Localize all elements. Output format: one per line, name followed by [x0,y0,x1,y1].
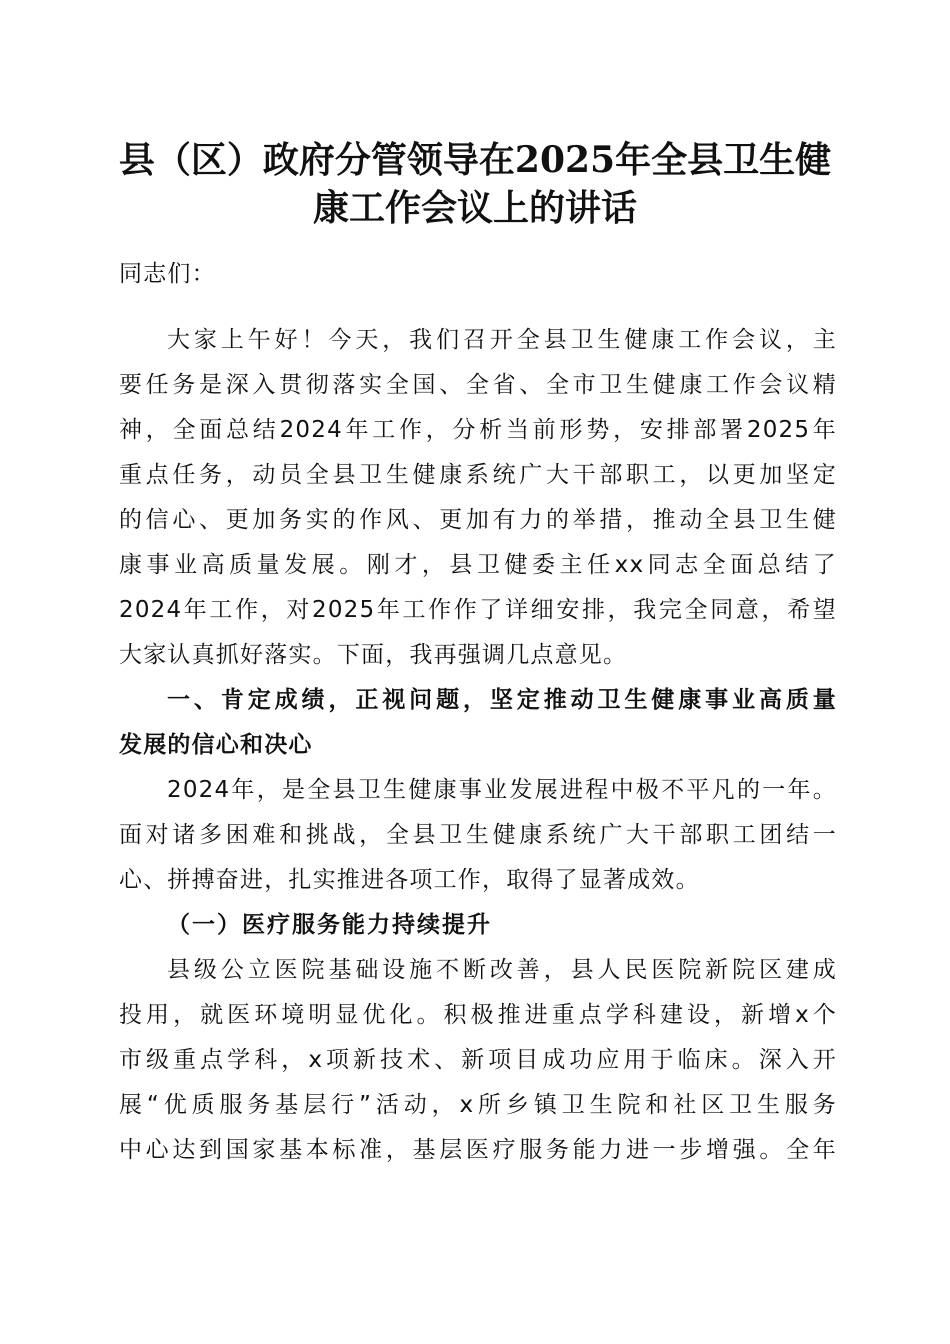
paragraph-1-line: 重点任务，动员全县卫生健康系统广大干部职工，以更加坚定 [119,462,837,488]
paragraph-3-line: 投用，就医环境明显优化。积极推进重点学科建设，新增x个 [119,1002,837,1028]
paragraph-2-line: 心、拼搏奋进，扎实推进各项工作，取得了显著成效。 [119,867,700,893]
paragraph-1-line: 的信心、更加务实的作风、更加有力的举措，推动全县卫生健 [119,507,837,533]
paragraph-1-line: 神，全面总结2024年工作，分析当前形势，安排部署2025年 [119,417,837,443]
document-title-line-1: 县（区）政府分管领导在2025年全县卫生健 [118,139,832,181]
subsection-1-heading: （一）医疗服务能力持续提升 [167,912,492,938]
paragraph-1-line: 要任务是深入贯彻落实全国、全省、全市卫生健康工作会议精 [119,372,837,398]
paragraph-1-line: 大家上午好！今天，我们召开全县卫生健康工作会议，主 [167,327,837,353]
paragraph-1-line: 大家认真抓好落实。下面，我再强调几点意见。 [119,642,628,668]
salutation: 同志们： [119,261,216,287]
paragraph-3-line: 市级重点学科，x项新技术、新项目成功应用于临床。深入开 [119,1047,837,1073]
document-title-line-2: 康工作会议上的讲话 [312,187,637,229]
paragraph-3-line: 中心达到国家基本标准，基层医疗服务能力进一步增强。全年 [119,1137,837,1163]
paragraph-2-line: 2024年，是全县卫生健康事业发展进程中极不平凡的一年。 [167,777,837,803]
paragraph-1-line: 康事业高质量发展。刚才，县卫健委主任xx同志全面总结了 [119,552,837,578]
paragraph-3-line: 县级公立医院基础设施不断改善，县人民医院新院区建成 [167,957,837,983]
section-1-heading-line: 一、肯定成绩，正视问题，坚定推动卫生健康事业高质量 [167,687,837,713]
paragraph-3-line: 展“优质服务基层行”活动，x所乡镇卫生院和社区卫生服务 [119,1092,837,1118]
paragraph-2-line: 面对诸多困难和挑战，全县卫生健康系统广大干部职工团结一 [119,822,837,848]
section-1-heading-line: 发展的信心和决心 [119,732,313,758]
paragraph-1-line: 2024年工作，对2025年工作作了详细安排，我完全同意，希望 [119,597,837,623]
